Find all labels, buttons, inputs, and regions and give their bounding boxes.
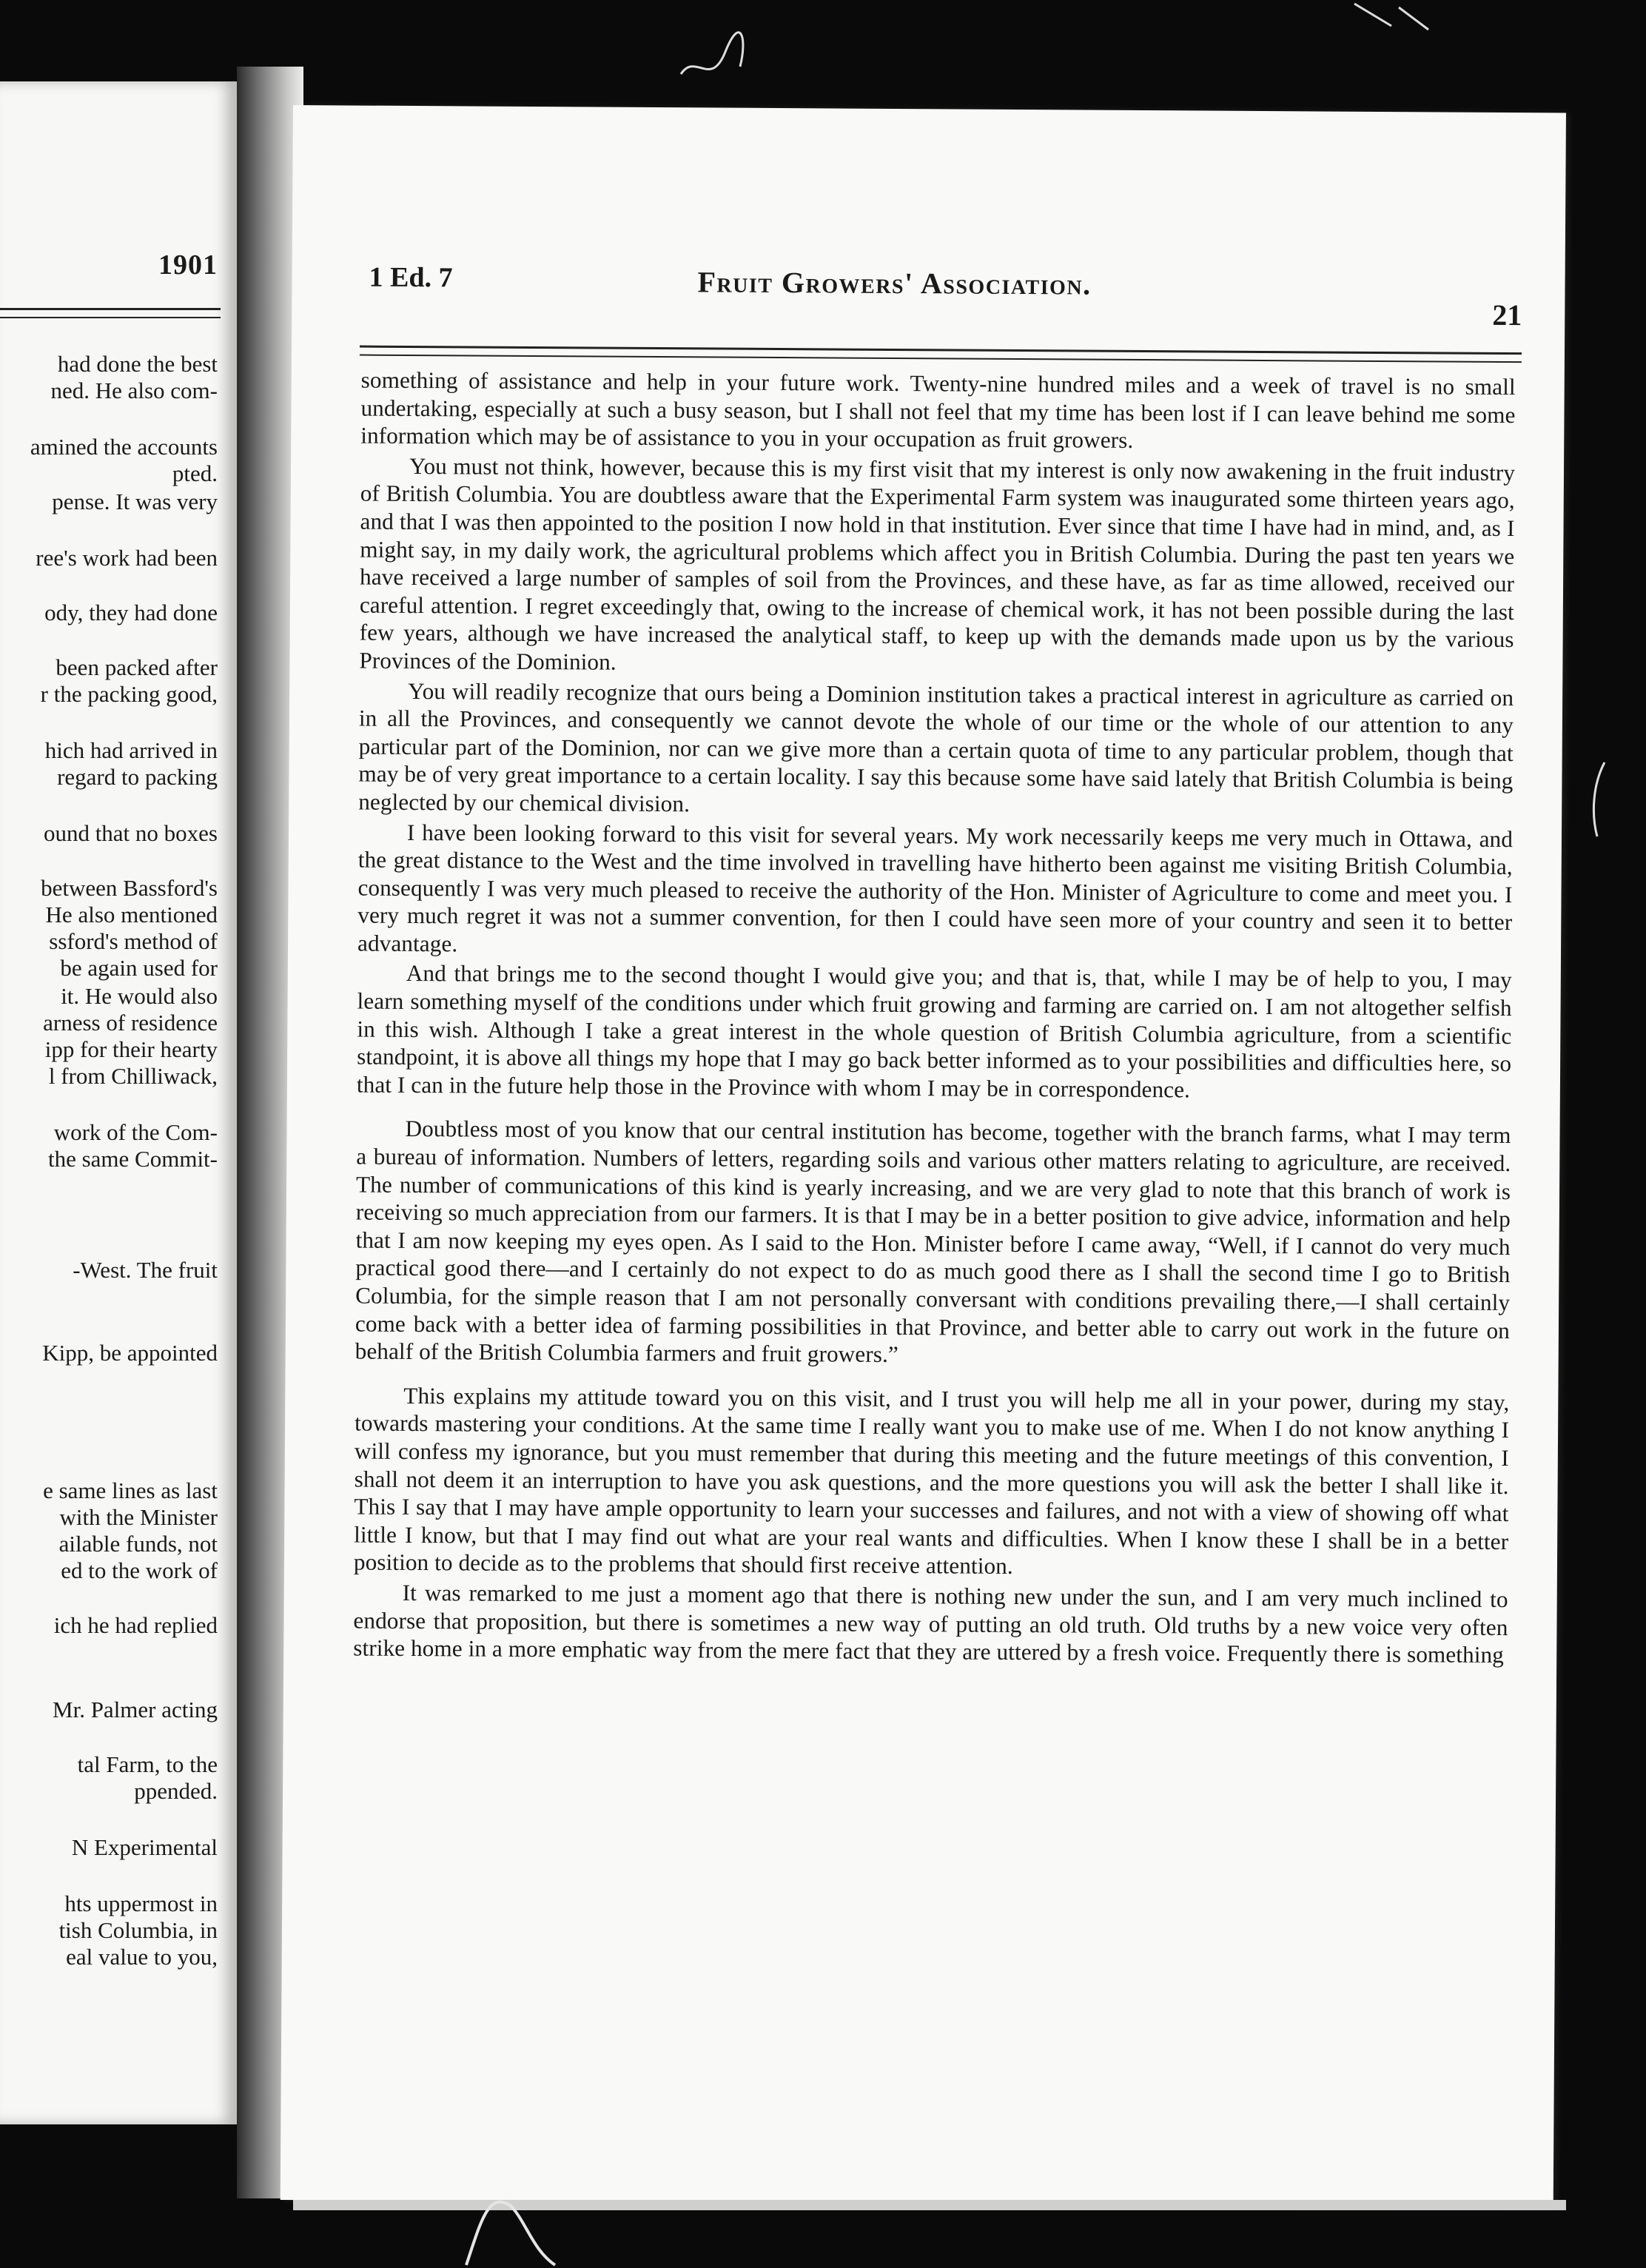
left-page-line: ailable funds, not [58, 1531, 218, 1557]
left-page-line: -West. The fruit [73, 1257, 218, 1283]
left-header-rule [0, 308, 221, 310]
header-rule [360, 346, 1522, 355]
left-page-line: l from Chilliwack, [48, 1063, 218, 1089]
left-page-line: hts uppermost in [64, 1890, 218, 1916]
left-page-line: r the packing good, [40, 681, 218, 707]
paragraph: And that brings me to the second thought I would give you; and that is, that, while I may be of help to you, I may learn something myself of the conditions under which fruit growing and farming are carried on. I am not altogether selfish in this wish. Although I take a great interest in the whole question of British Columbia agriculture, from a scientific standpoint, it is above all things my hope that I may go back better informed as to your possibilities and difficulties here, so that I can in the future help those in the Province with whom I may be in correspondence. [356, 960, 1512, 1103]
left-page-line: regard to packing [57, 764, 218, 790]
paragraph: It was remarked to me just a moment ago that there is nothing new under the sun, and I am very much inclined to endorse that proposition, but there is sometimes a new way of putting an old truth. Old truths by a new voice very often strike home in a more emphatic way from the mere fact that they are uttered by a fresh voice. Frequently there is something [353, 1579, 1508, 1668]
left-page-line: ipp for their hearty [44, 1036, 218, 1062]
left-page-line: ich he had replied [53, 1612, 218, 1638]
left-page-line: ed to the work of [61, 1557, 218, 1583]
left-page-line: ody, they had done [44, 600, 218, 625]
left-page-line: ound that no boxes [43, 820, 218, 846]
right-main-page [281, 105, 1566, 2207]
left-page-line: tish Columbia, in [58, 1917, 218, 1943]
left-page-line: with the Minister [59, 1504, 218, 1530]
left-page-line: it. He would also [61, 983, 218, 1009]
running-head-session: 1 Ed. 7 [369, 261, 453, 294]
left-page-line: been packed after [56, 654, 218, 680]
scan-mark-right [1584, 755, 1613, 844]
body-text [353, 366, 1516, 1669]
left-page-line: pense. It was very [52, 489, 218, 514]
left-page-line: ree's work had been [36, 545, 218, 571]
left-page-line: ned. He also com- [50, 378, 218, 403]
paragraph: This explains my attitude toward you on this visit, and I trust you will help me all in your power, during my stay, towards mastering your conditions. At the same time I really want you to make use of me. When I do not know anything I will confess my ignorance, but you must remember that during this meeting and the future meetings of this convention, I shall not deem it an interruption to have you ask questions, and the more questions you will ask the better I shall like it. This I say that I may have ample opportunity to learn your successes and failures, and not with a view of showing off what little I know, but that I may find out what are your real wants and difficulties. When I know these I shall be in a better position to decide as to the problems that should first receive attention. [353, 1382, 1510, 1580]
left-page-line: He also mentioned [45, 902, 218, 927]
left-page-line: tal Farm, to the [77, 1751, 218, 1777]
left-header-rule-double [0, 317, 221, 318]
header-rule-double [360, 355, 1522, 363]
left-facing-page [0, 81, 237, 2124]
left-page-line: pted. [172, 460, 218, 486]
paragraph: You must not think, however, because this is my first visit that my interest is only now awakening in the fruit industry of British Columbia. You are doubtless aware that the Experimental Farm system was inaugurated some thirteen years ago, and that I was then appointed to the position I now hold in that institution. Ever since that time I have had in mind, and, as I might say, in my daily work, the agricultural problems which affect you in British Columbia. During the past ten years we have received a large number of samples of soil from the Provinces, and these have, as far as time allowed, received our careful attention. I regret exceedingly that, owing to the increase of chemical work, it has not been possible during the last few years, although we have increased the analytical staff, to keep up with the demands made upon us by the various Provinces of the Dominion. [359, 452, 1516, 675]
scan-mark-thread [666, 22, 755, 89]
paragraph: I have been looking forward to this visit for several years. My work necessarily keeps me very much in Ottawa, and the great distance to the West and the time involved in travelling have hitherto been against me visiting British Columbia, consequently I was very much pleased to receive the authority of the Hon. Minister of Agriculture to come and meet you. I very much regret it was not a summer convention, for then I could have seen more of your country and seen it to better advantage. [357, 819, 1514, 957]
paragraph: something of assistance and help in your future work. Twenty-nine hundred miles and a week of travel is no small undertaking, especially at such a busy season, but I shall not feel that my time has been lost if I can leave behind me some information which may be of assistance to you in your occupation as fruit growers. [360, 366, 1516, 454]
page-number: 21 [1492, 298, 1522, 332]
left-page-line: ppended. [134, 1778, 218, 1804]
left-page-line: had done the best [57, 351, 218, 377]
left-page-line: between Bassford's [41, 875, 218, 901]
left-page-line: arness of residence [43, 1010, 218, 1036]
scan-mark-top [1347, 0, 1436, 44]
left-page-line: work of the Com- [53, 1119, 218, 1145]
left-page-line: amined the accounts [30, 434, 218, 460]
left-page-line: be again used for [60, 955, 218, 981]
paragraph: You will readily recognize that ours being a Dominion institution takes a practical interest in agriculture as carried on in all the Provinces, and consequently we cannot devote the whole of our time or the whole of our attention to any particular part of the Dominion, nor can we give more than a certain quota of time to any particular problem, though that may be of very great importance to a certain locality. I say this because some have said lately that British Columbia is being neglected by our chemical division. [358, 677, 1514, 817]
left-page-line: ssford's method of [49, 928, 218, 954]
scan-mark-bottom [444, 2176, 592, 2268]
left-page-line: Mr. Palmer acting [53, 1697, 218, 1722]
left-page-line: eal value to you, [66, 1944, 218, 1970]
left-page-line: hich had arrived in [44, 737, 218, 763]
left-page-line: Kipp, be appointed [42, 1340, 218, 1366]
paragraph: Doubtless most of you know that our central institution has become, together with the branch farms, what I may term a bureau of information. Numbers of letters, regarding soils and various other matters relating to agriculture, are received. The number of communications of this kind is yearly increasing, and we are very glad to note that this branch of work is receiving so much appreciation from our farmers. It is that I may be in a better position to give advice, information and help that I am now keeping my eyes open. As I said to the Hon. Minister before I came away, “Well, if I cannot do very much practical good there—and I certainly do not expect to do as much good there as I shall the second time I go to British Columbia, for the simple reason that I am not personally conversant with conditions prevailing there,—I shall certainly come back with a better idea of farming possibilities in that Province, and better able to carry out work in the future on behalf of the British Columbia farmers and fruit growers.” [355, 1115, 1511, 1368]
running-head-title: Fruit Growers' Association. [697, 265, 1092, 301]
left-page-header-year: 1901 [158, 249, 218, 281]
left-page-line: N Experimental [71, 1834, 218, 1860]
left-page-line: the same Commit- [47, 1146, 218, 1172]
left-page-line: e same lines as last [43, 1477, 218, 1503]
